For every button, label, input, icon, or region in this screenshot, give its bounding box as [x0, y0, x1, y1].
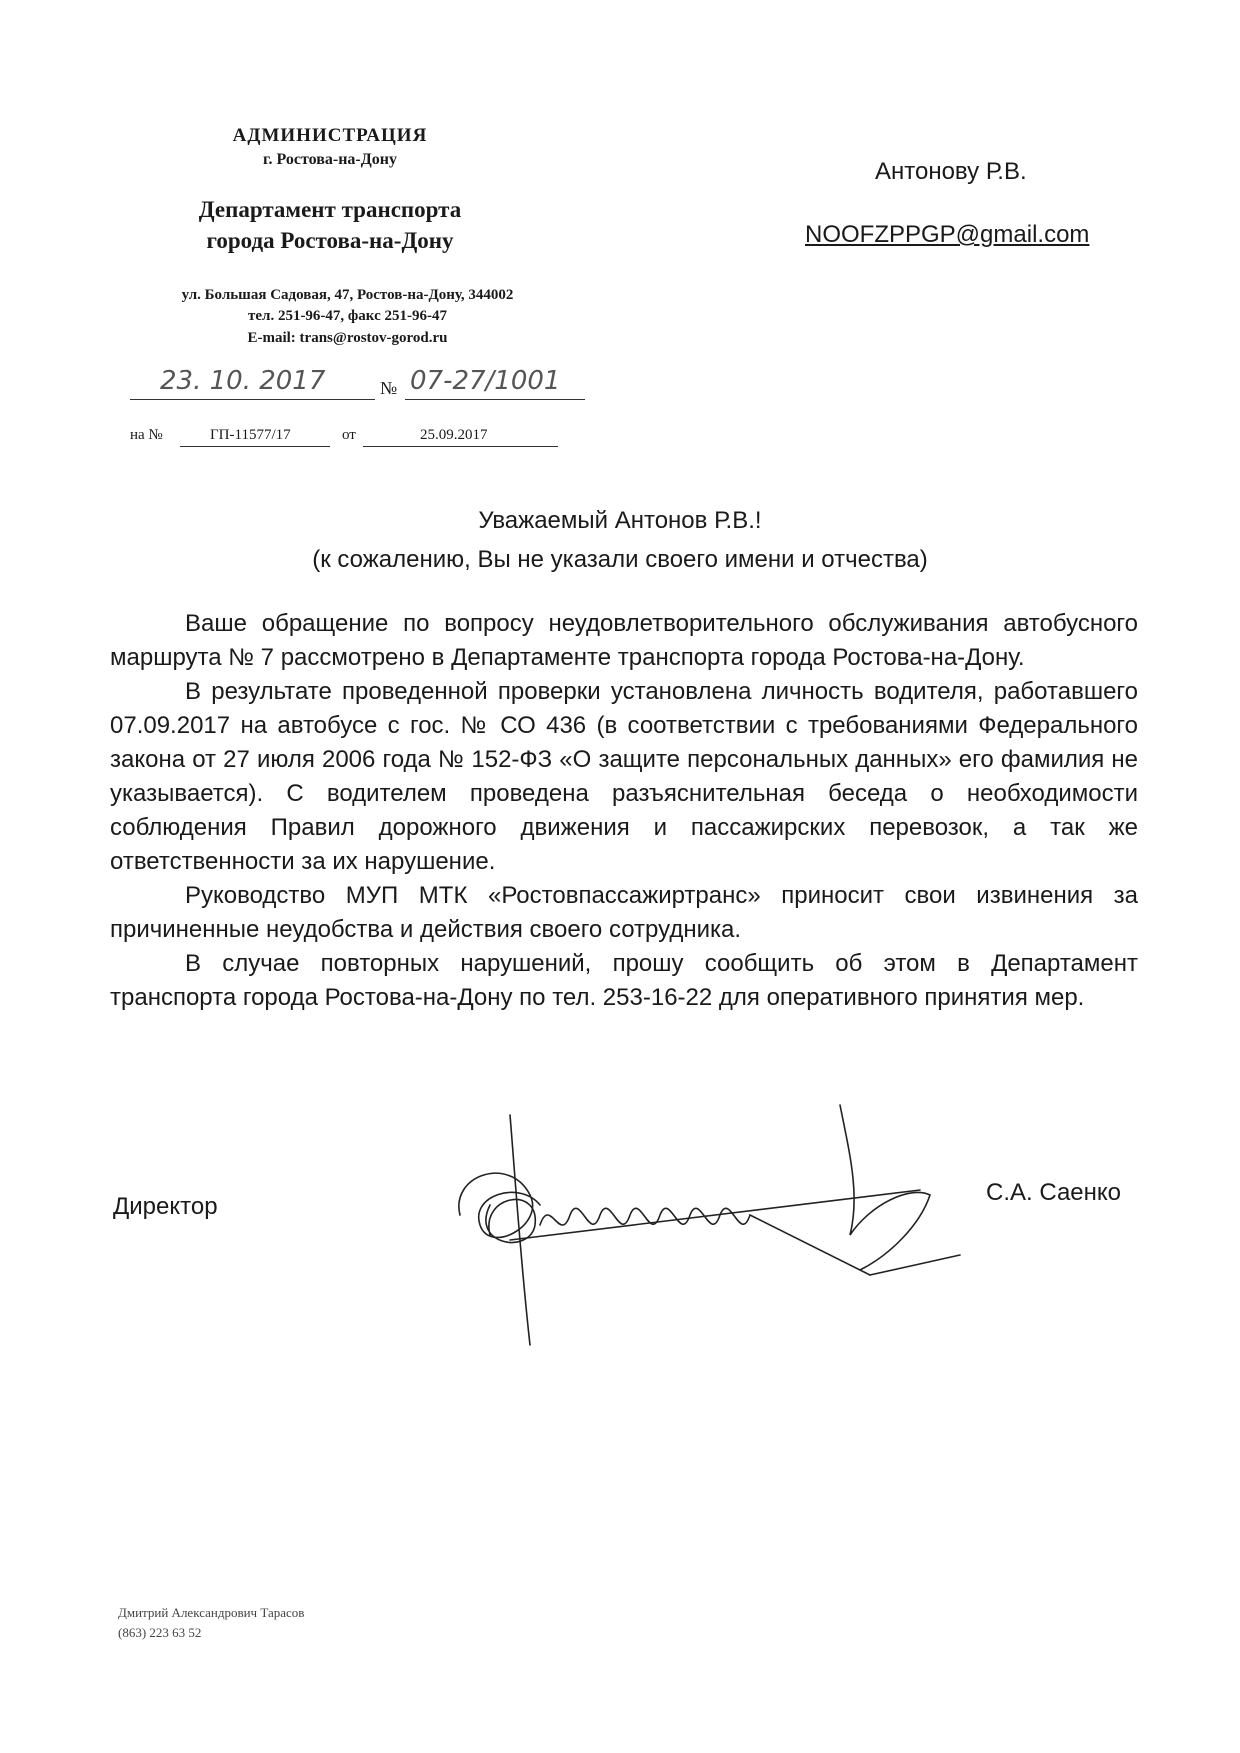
- paragraph: В результате проведенной проверки установлена личность водителя, работавшего 07.09.2017 на автобусе с гос. № СО 436 (в соответствии с требованиями Федерального закона от 27 июля 2006 года № 152-ФЗ «О защите персональных данных» его фамилия не указывается). С водителем проведена разъяснительная беседа о необходимости соблюдения Правил дорожного движения и пассажирских перевозок, а так же ответственности за их нарушение.: [110, 678, 1138, 875]
- paragraph: В случае повторных нарушений, прошу сообщить об этом в Департамент транспорта города Ростова-на-Дону по тел. 253-16-22 для оперативного принятия мер.: [110, 950, 1138, 1011]
- reference-date: 25.09.2017: [420, 427, 488, 443]
- greeting: Уважаемый Антонов Р.В.!: [478, 507, 762, 534]
- reference-label: на №: [130, 427, 163, 443]
- department-name-line2: города Ростова-на-Дону: [206, 228, 454, 253]
- paragraph: Руководство МУП МТК «Ростовпассажиртранс» приносит свои извинения за причиненные неудобства и действия своего сотрудника.: [110, 882, 1138, 943]
- registration-number: 07-27/1001: [410, 366, 561, 396]
- sender-phone-fax: тел. 251-96-47, факс 251-96-47: [248, 308, 447, 324]
- greeting-note: (к сожалению, Вы не указали своего имени и отчества): [312, 546, 928, 573]
- registration-line: [130, 366, 600, 406]
- registration-number-label: №: [380, 378, 398, 398]
- department-name-line1: Департамент транспорта: [198, 197, 462, 222]
- recipient-name: Антонову Р.В.: [875, 158, 1027, 185]
- signer-position: Директор: [113, 1193, 218, 1220]
- reference-from-label: от: [342, 427, 356, 443]
- paragraph: Ваше обращение по вопросу неудовлетворительного обслуживания автобусного маршрута № 7 рассмотрено в Департаменте транспорта города Ростова-на-Дону.: [110, 610, 1138, 671]
- org-city: г. Ростова-на-Дону: [263, 151, 397, 168]
- sender-address: ул. Большая Садовая, 47, Ростов-на-Дону, 344002: [181, 287, 514, 303]
- letter-body: [110, 607, 1138, 1015]
- reference-number: ГП-11577/17: [210, 427, 291, 443]
- org-name: АДМИНИСТРАЦИЯ: [232, 125, 428, 146]
- executor-name: Дмитрий Александрович Тарасов: [118, 1605, 305, 1620]
- executor-phone: (863) 223 63 52: [118, 1625, 202, 1640]
- handwritten-signature: [450, 1095, 970, 1355]
- sender-email: E-mail: trans@rostov-gorod.ru: [247, 330, 448, 346]
- registration-date: 23. 10. 2017: [160, 366, 326, 396]
- signer-name: С.А. Саенко: [986, 1179, 1122, 1206]
- recipient-email: NOOFZPPGP@gmail.com: [805, 221, 1090, 248]
- reference-line: [130, 427, 560, 449]
